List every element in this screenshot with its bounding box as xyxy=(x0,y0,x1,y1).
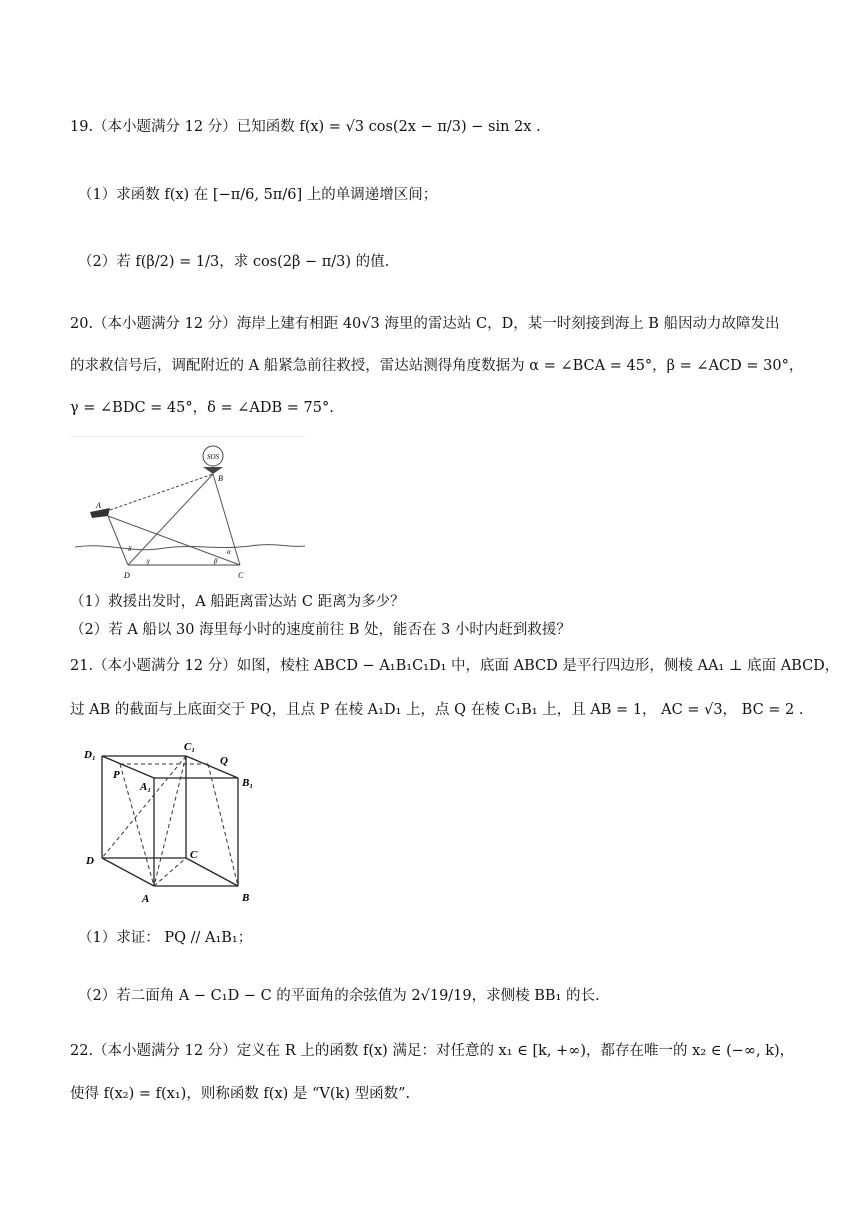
sos-label: SOS xyxy=(206,453,220,461)
label-a: A xyxy=(142,893,150,905)
label-c: C xyxy=(190,849,198,861)
label-alpha: α xyxy=(227,548,231,556)
q21-stem-line1: 21.（本小题满分 12 分）如图，棱柱 ABCD − A₁B₁C₁D₁ 中，底面 ABCD 是平行四边形，侧棱 AA₁ ⊥ 底面 ABCD， xyxy=(70,658,840,674)
segment-c1a xyxy=(154,756,186,886)
q19-part1: （1）求函数 f(x) 在 [−π/6, 5π/6] 上的单调递增区间； xyxy=(78,187,438,203)
line-ab xyxy=(110,474,213,510)
line-ad xyxy=(108,516,128,565)
label-gamma: γ xyxy=(147,557,150,565)
line-ac xyxy=(108,516,240,565)
prism-figure xyxy=(80,738,270,906)
q19-stem: 19.（本小题满分 12 分）已知函数 f(x) = √3 cos(2x − π/3) − sin 2x . xyxy=(70,119,541,135)
q20-part1: （1）救援出发时，A 船距离雷达站 C 距离为多少？ xyxy=(70,594,405,610)
ship-b xyxy=(203,467,223,474)
line-bd xyxy=(128,474,213,565)
label-delta: δ xyxy=(128,545,132,553)
segment-qb xyxy=(208,764,238,886)
q21-part1: （1）求证： PQ // A₁B₁； xyxy=(78,930,253,946)
label-a1: A₁ xyxy=(140,781,152,793)
label-d: D xyxy=(86,855,94,867)
label-d1: D₁ xyxy=(84,749,96,761)
segment-ac xyxy=(154,858,186,886)
q22-stem-line2: 使得 f(x₂) = f(x₁)，则称函数 f(x) 是 “V(k) 型函数”. xyxy=(70,1086,411,1102)
label-c: C xyxy=(238,571,244,580)
label-p: P xyxy=(113,769,120,781)
label-q: Q xyxy=(220,755,228,767)
q20-stem-line1: 20.（本小题满分 12 分）海岸上建有相距 40√3 海里的雷达站 C，D，某一时刻接到海上 B 船因动力故障发出 xyxy=(70,316,780,332)
label-a: A xyxy=(96,501,101,510)
q20-stem-line2: 的求救信号后，调配附近的 A 船紧急前往救授，雷达站测得角度数据为 α = ∠BCA = 45°，β = ∠ACD = 30°， xyxy=(70,358,804,374)
label-c1: C₁ xyxy=(184,741,196,753)
q21-stem-line2: 过 AB 的截面与上底面交于 PQ，且点 P 在棱 A₁D₁ 上，点 Q 在棱 C₁B₁ 上，且 AB = 1， AC = √3， BC = 2 . xyxy=(70,702,804,718)
coastline xyxy=(75,545,305,550)
q22-stem-line1: 22.（本小题满分 12 分）定义在 R 上的函数 f(x) 满足：对任意的 x₁ ∈ [k, +∞)，都存在唯一的 x₂ ∈ (−∞, k)， xyxy=(70,1043,795,1059)
edge-c1b1 xyxy=(186,756,238,778)
q20-part2: （2）若 A 船以 30 海里每小时的速度前往 B 处，能否在 3 小时内赶到救援？ xyxy=(70,622,571,638)
rescue-figure xyxy=(70,436,310,586)
edge-da xyxy=(102,858,154,886)
label-b1: B₁ xyxy=(242,777,254,789)
label-d: D xyxy=(124,571,130,580)
label-b: B xyxy=(242,892,250,904)
label-beta: β xyxy=(214,557,218,565)
q19-part2: （2）若 f(β/2) = 1/3，求 cos(2β − π/3) 的值. xyxy=(78,254,390,270)
label-b: B xyxy=(218,474,223,483)
q20-stem-line3: γ = ∠BDC = 45°，δ = ∠ADB = 75°. xyxy=(70,400,334,416)
q21-part2: （2）若二面角 A − C₁D − C 的平面角的余弦值为 2√19/19，求侧棱 BB₁ 的长. xyxy=(78,988,600,1004)
edge-d1a1 xyxy=(102,756,154,778)
edge-cb xyxy=(186,858,238,886)
